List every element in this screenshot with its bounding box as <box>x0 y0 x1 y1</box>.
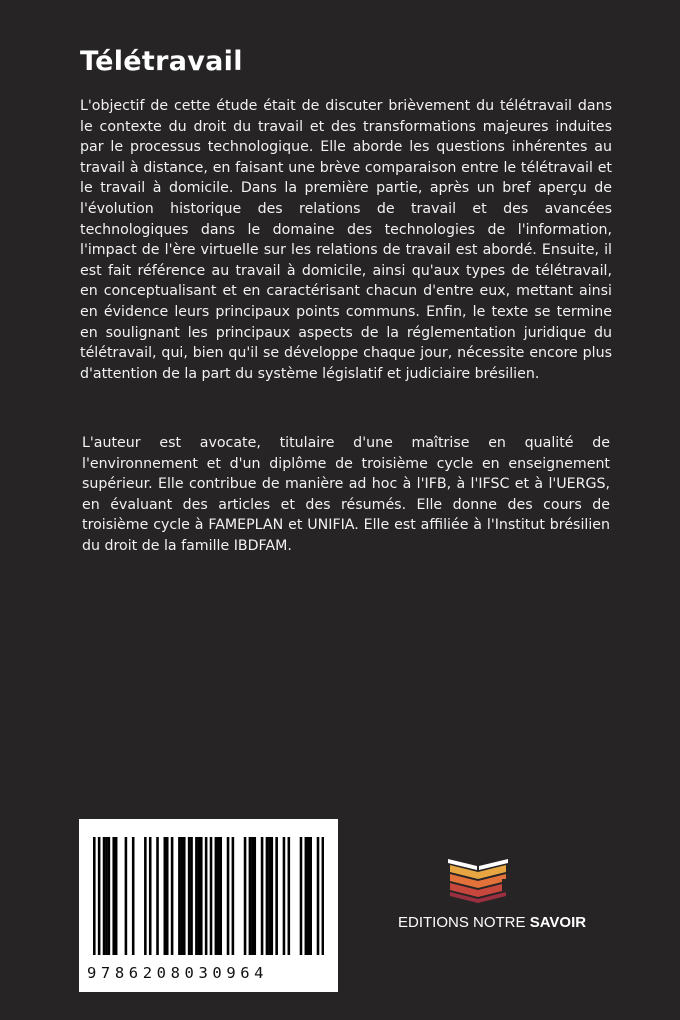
book-title: Télétravail <box>80 46 243 77</box>
barcode-bar <box>261 837 264 955</box>
barcode-bar <box>103 837 106 955</box>
barcode-bar <box>178 837 181 955</box>
barcode-bar <box>183 837 186 955</box>
isbn-number: 9786208030964 <box>87 964 269 982</box>
barcode-bar <box>227 837 230 955</box>
barcode-bar <box>317 837 320 955</box>
barcode-bar <box>305 837 308 955</box>
publisher-name-bold: SAVOIR <box>529 914 587 931</box>
barcode-bar <box>232 837 235 955</box>
barcode-bar <box>144 837 147 955</box>
barcode-bar <box>195 837 198 955</box>
publisher-name <box>398 914 587 931</box>
open-book-icon <box>446 853 510 903</box>
abstract-text: L'objectif de cette étude était de discuter brièvement du télétravail dans le contexte du droit du travail et des transformations majeures induites par le processus technologique. Elle aborde les questions inhérentes au travail à distance, en faisant une brève comparaison entre le télétravail et le travail à domicile. Dans la première partie, après un bref aperçu de l'évolution historique des relations de travail et des avancées technologiques dans le domaine des technologies de l'information, l'impact de l'ère virtuelle sur les relations de travail est abordé. Ensuite, il est fait référence au travail à domicile, ainsi qu'aux types de télétravail, en conceptualisant et en caractérisant chacun d'entre eux, mettant ainsi en évidence leurs principaux points communs. Enfin, le texte se termine en soulignant les principaux aspects de la réglementation juridique du télétravail, qui, bien qu'il se développe chaque jour, nécessite encore plus d'attention de la part du système législatif et judiciaire brésilien. <box>80 98 612 382</box>
barcode-bar <box>112 837 115 955</box>
barcode-bar <box>181 837 184 955</box>
barcode-bar <box>219 837 222 955</box>
barcode-bar <box>198 837 201 955</box>
barcode-bar <box>271 837 274 955</box>
barcode-bar <box>249 837 252 955</box>
barcode-bar <box>251 837 254 955</box>
barcode-bar <box>300 837 303 955</box>
barcode-bar <box>125 837 128 955</box>
barcode-bar <box>156 837 159 955</box>
barcode-bar <box>275 837 278 955</box>
barcode-bar <box>190 837 193 955</box>
barcode-bar <box>149 837 152 955</box>
barcode-bar <box>309 837 312 955</box>
barcode-bars <box>93 837 324 955</box>
barcode-bar <box>266 837 269 955</box>
barcode-bar <box>215 837 218 955</box>
barcode-bar <box>322 837 324 955</box>
barcode-bar <box>105 837 108 955</box>
barcode-bar <box>164 837 167 955</box>
barcode-bar <box>200 837 203 955</box>
barcode-bar <box>98 837 101 955</box>
barcode-bar <box>283 837 286 955</box>
barcode-bar <box>171 837 174 955</box>
barcode-bar <box>268 837 271 955</box>
barcode-bar <box>307 837 310 955</box>
barcode-bar <box>115 837 118 955</box>
publisher-name-light: EDITIONS NOTRE <box>398 914 526 931</box>
barcode-bar <box>253 837 256 955</box>
barcode-bar <box>288 837 291 955</box>
barcode-bar <box>93 837 96 955</box>
barcode-bar <box>210 837 213 955</box>
barcode-bar <box>166 837 169 955</box>
barcode-bar <box>132 837 135 955</box>
barcode-bar <box>108 837 111 955</box>
barcode-bar <box>205 837 208 955</box>
author-bio: L'auteur est avocate, titulaire d'une maîtrise en qualité de l'environnement et d'un diplôme de troisième cycle en enseignement supérieur. Elle contribue de manière ad hoc à l'IFB, à l'IFSC et à l'UERGS, en évaluant des articles et des résumés. Elle donne des cours de troisième cycle à FAMEPLAN et UNIFIA. Elle est affiliée à l'Institut brésilien du droit de la famille IBDFAM. <box>82 435 610 554</box>
isbn-barcode <box>79 819 338 992</box>
barcode-bar <box>188 837 191 955</box>
barcode-bar <box>217 837 220 955</box>
barcode-bar <box>244 837 247 955</box>
